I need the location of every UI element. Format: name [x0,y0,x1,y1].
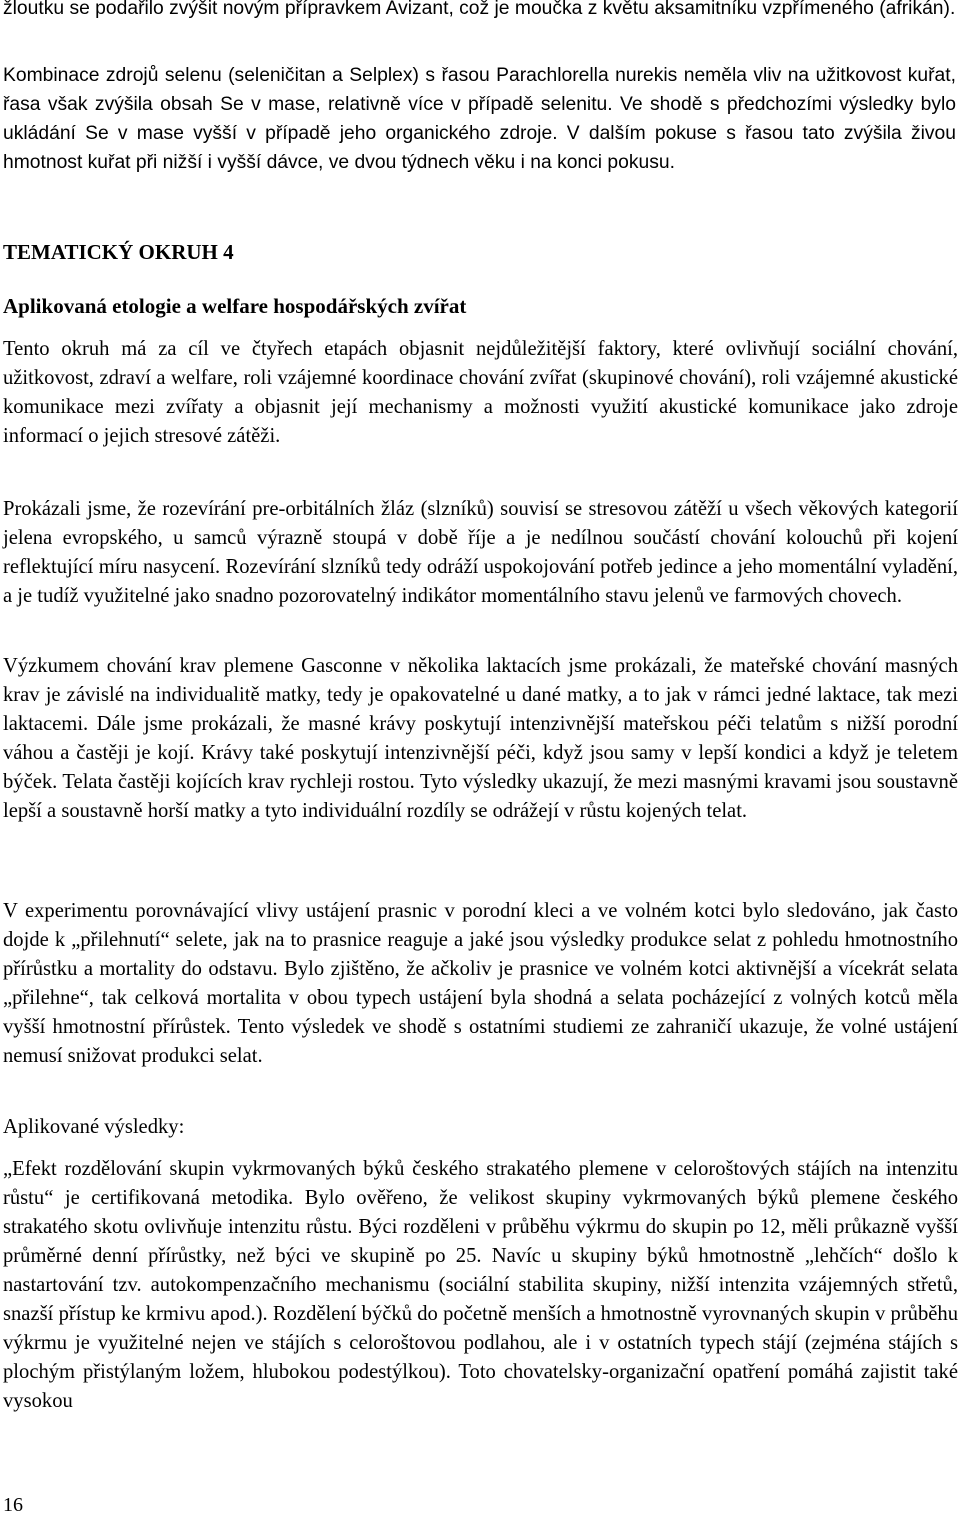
paragraph-cows: Výzkumem chování krav plemene Gasconne v několika laktacích jsme prokázali, že mateřské chování masných krav je závislé na individualitě matky, tedy je opakovatelné u dané matky, a to jak v rámci jedné laktace, tak mezi laktacemi. Dále jsme prokázali, že masné krávy poskytují intenzivnější mateřskou péči telatům s nižší porodní váhou a častěji je kojí. Krávy také poskytují intenzivnější péči, když jsou samy v lepší kondici a když je teletem býček. Telata častěji kojících krav rychleji rostou. Tyto výsledky ukazují, že mezi masnými kravami jsou soustavně lepší a soustavně horší matky a tyto individuální rozdíly se odrážejí v růstu kojených telat. [3,655,958,822]
paragraph-intro: Tento okruh má za cíl ve čtyřech etapách objasnit nejdůležitější faktory, které ovlivňují sociální chování, užitkovost, zdraví a welfare, roli vzájemné koordinace chování zvířat (skupinové chování), roli vzájemné akustické komunikace mezi zvířaty a objasnit její mechanismy a možnosti využití akustické komunikace jako zdroje informací o jejich stresové zátěži. [3,338,958,447]
paragraph-sows: V experimentu porovnávající vlivy ustájení prasnic v porodní kleci a ve volném kotci bylo sledováno, jak často dojde k „přilehnutí“ selete, jak na to prasnice reaguje a jaké jsou výsledky produkce selat z pohledu hmotnostního přírůstku a mortality do odstavu. Bylo zjištěno, že ačkoliv je prasnice ve volném kotci aktivnější a vícekrát selata „přilehne“, tak celková mortalita v obou typech ustájení byla shodná a selata pocházející z volných kotců měla vyšší hmotnostní přírůstek. Tento výsledek ve shodě s ostatními studiemi ze zahraničí ukazuje, že volné ustájení nemusí snižovat produkci selat. [3,900,958,1067]
paragraph-selenium: Kombinace zdrojů selenu (seleničitan a Selplex) s řasou Parachlorella nurekis neměla vliv na užitkovost kuřat, řasa však zvýšila obsah Se v mase, relativně více v případě selenitu. Ve shodě s předchozími výsledky bylo ukládání Se v mase vyšší v případě jeho organického zdroje. V dalším pokuse s řasou tato zvýšila živou hmotnost kuřat při nižší i vyšší dávce, ve dvou týdnech věku i na konci pokusu. [3,65,956,173]
page-number: 16 [3,1494,23,1516]
applied-results-label: Aplikované výsledky: [3,1116,185,1138]
paragraph-deer: Prokázali jsme, že rozevírání pre-orbitálních žláz (slzníků) souvisí se stresovou zátěží u všech věkových kategorií jelena evropského, u samců výrazně stoupá v době říje a je nedílnou součástí chování kolouchů při kojení reflektující míru nasycení. Rozevírání slzníků tedy odráží uspokojování potřeb jedince a jeho momentální vyladění, a je tudíž využitelné jako snadno pozorovatelný indikátor momentálního stavu jelenů ve farmových chovech. [3,498,958,607]
section-heading: TEMATICKÝ OKRUH 4 [3,240,234,264]
paragraph-continuation: žloutku se podařilo zvýšit novým přípravkem Avizant, což je moučka z květu aksamitníku vzpřímeného (afrikán). [3,0,956,19]
section-subheading: Aplikovaná etologie a welfare hospodářských zvířat [3,294,467,318]
paragraph-bulls: „Efekt rozdělování skupin vykrmovaných býků českého strakatého plemene v celoroštových stájích na intenzitu růstu“ je certifikovaná metodika. Bylo ověřeno, že velikost skupiny vykrmovaných býků plemene českého strakatého skotu ovlivňuje intenzitu růstu. Býci rozděleni v průběhu výkrmu do skupin po 12, měli průkazně vyšší průměrné denní přírůstky, než býci ve skupině po 25. Navíc u skupiny býků hmotnostně „lehčích“ došlo k nastartování tzv. autokompenzačního mechanismu (sociální stabilita skupiny, nižší intenzita vzájemných střetů, snazší přístup ke krmivu apod.). Rozdělení býčků do početně menších a hmotnostně vyrovnaných skupin v průběhu výkrmu je využitelné nejen ve stájích s celoroštovou podlahou, ale i v ostatních typech stájí (zejména stájích s plochým přistýlaným ložem, hlubokou podestýlkou). Toto chovatelsky-organizační opatření pomáhá zajistit také vysokou [3,1158,958,1412]
